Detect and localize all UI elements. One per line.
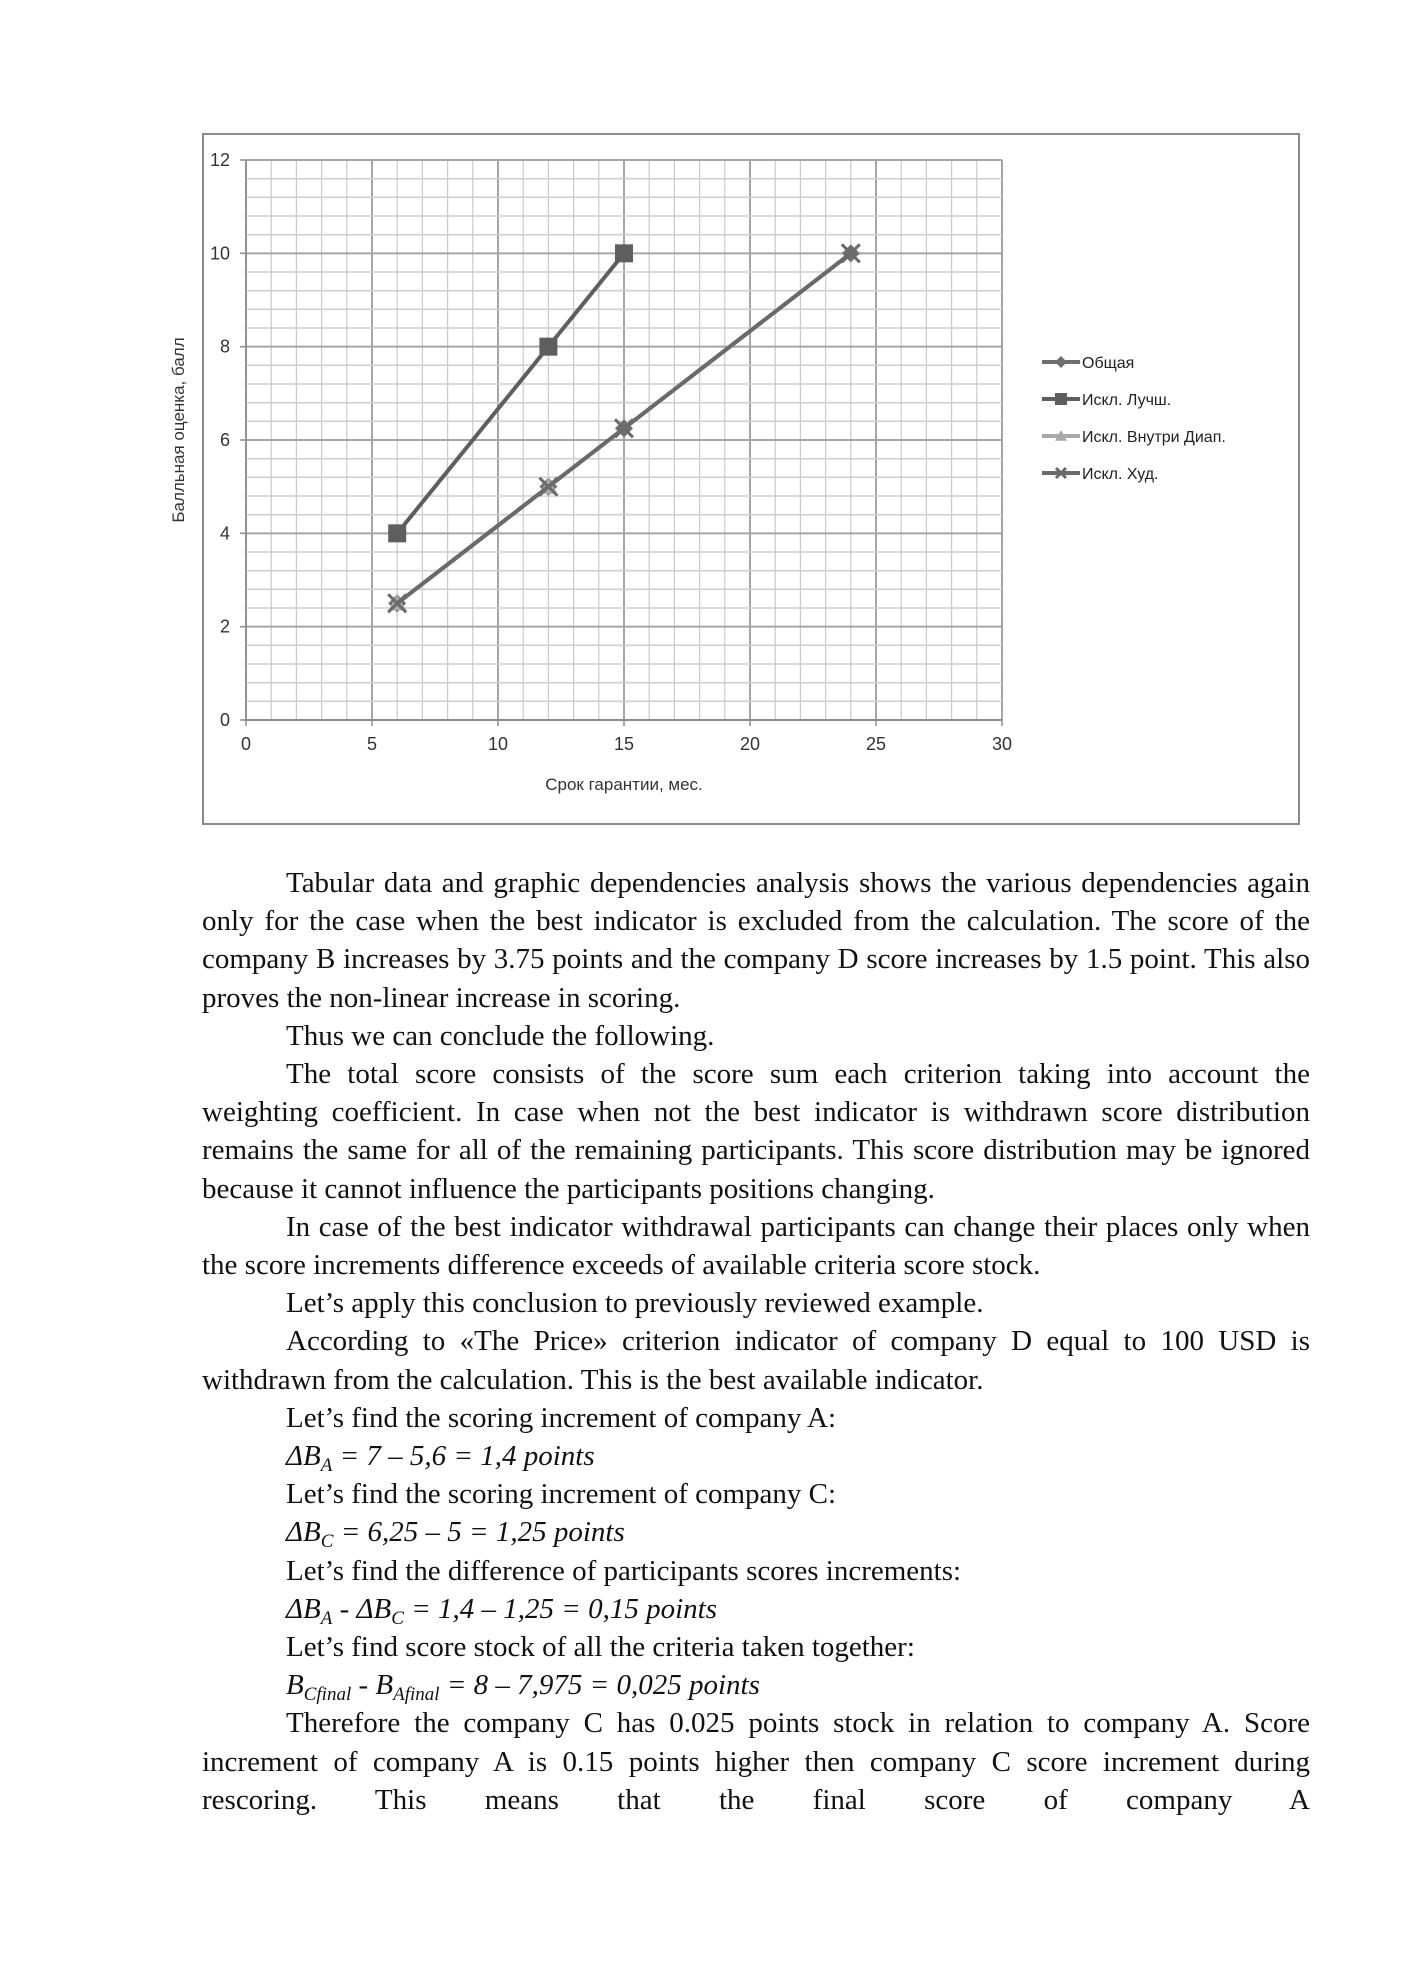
x-tick-label: 10 xyxy=(487,734,509,754)
legend-label: Искл. Худ. xyxy=(1082,466,1159,483)
formula-score-stock: $B_{Cfinal} - B_{Afinal} = 8 - 7,975 = 0,025$ points xyxy=(286,1669,760,1706)
legend-label: Искл. Лучш. xyxy=(1082,392,1172,409)
paragraph: The total score consists of the score sum each criterion taking into account the weighting coefficient. In case when not the best indicator is withdrawn score distribution remains the same for all of the remaining participants. This score distribution may be ignored because it cannot influence the participants positions changing. xyxy=(202,1058,1310,1205)
legend-label: Общая xyxy=(1082,355,1135,372)
x-tick-label: 5 xyxy=(366,734,378,754)
paragraph: In case of the best indicator withdrawal participants can change their places only when the score increments difference exceeds of available criteria score stock. xyxy=(202,1210,1310,1282)
square-marker xyxy=(615,244,633,262)
square-marker xyxy=(1055,393,1067,405)
x-tick-label: 0 xyxy=(240,734,252,754)
series-line xyxy=(397,253,624,533)
square-marker xyxy=(539,338,557,356)
y-tick-label: 2 xyxy=(219,616,230,637)
y-tick-label: 0 xyxy=(219,710,230,730)
square-marker xyxy=(388,524,406,542)
paragraph: Let’s find the difference of participants scores increments: xyxy=(286,1554,962,1587)
paragraph: Let’s apply this conclusion to previously reviewed example. xyxy=(286,1287,984,1320)
x-tick-label: 20 xyxy=(739,734,761,754)
y-tick-label: 10 xyxy=(209,243,230,264)
y-tick-label: 4 xyxy=(219,523,230,544)
x-axis-title: Срок гарантии, мес. xyxy=(545,775,703,794)
formula-delta-difference: $\Delta B_A - \Delta B_C = 1,4 - 1,25 = 0,15$ points xyxy=(286,1592,717,1629)
formula-delta-a: $\Delta B_A = 7 - 5,6 = 1,4$ points xyxy=(286,1440,595,1477)
paragraph: According to «The Price» criterion indicator of company D equal to 100 USD is withdrawn from the calculation. This is the best available indicator. xyxy=(202,1325,1310,1396)
y-tick-label: 8 xyxy=(219,336,230,357)
line-chart xyxy=(169,135,1302,827)
paragraph: Thus we can conclude the following. xyxy=(286,1019,715,1052)
y-axis-title: Балльная оценка, балл xyxy=(169,337,188,523)
paragraph: Tabular data and graphic dependencies analysis shows the various dependencies again only for the case when the best indicator is excluded from the calculation. The score of the company B increases by 3.75 points and the company D score increases by 1.5 point. This also proves the non-linear increase in scoring. xyxy=(202,867,1310,1014)
x-tick-label: 15 xyxy=(613,734,635,754)
x-tick-label: 25 xyxy=(865,734,887,754)
legend-label: Искл. Внутри Диап. xyxy=(1082,429,1226,446)
paragraph: Therefore the company C has 0.025 points stock in relation to company A. Score increment of company A is 0.15 points higher then company C score increment during rescoring. This means that the final score of company A xyxy=(202,1707,1310,1816)
chart-frame xyxy=(169,133,1300,825)
x-tick-label: 30 xyxy=(991,734,1013,754)
diamond-marker xyxy=(1055,356,1067,368)
paragraph: Let’s find the scoring increment of company A: xyxy=(286,1401,837,1434)
paragraph: Let’s find the scoring increment of company C: xyxy=(286,1478,837,1511)
paragraph: Let’s find score stock of all the criteria taken together: xyxy=(286,1631,915,1664)
formula-delta-c: $\Delta B_C = 6,25 - 5 = 1,25$ points xyxy=(286,1516,625,1553)
y-tick-label: 6 xyxy=(219,430,230,450)
y-tick-label: 12 xyxy=(209,150,230,170)
document-body xyxy=(202,864,1310,1819)
